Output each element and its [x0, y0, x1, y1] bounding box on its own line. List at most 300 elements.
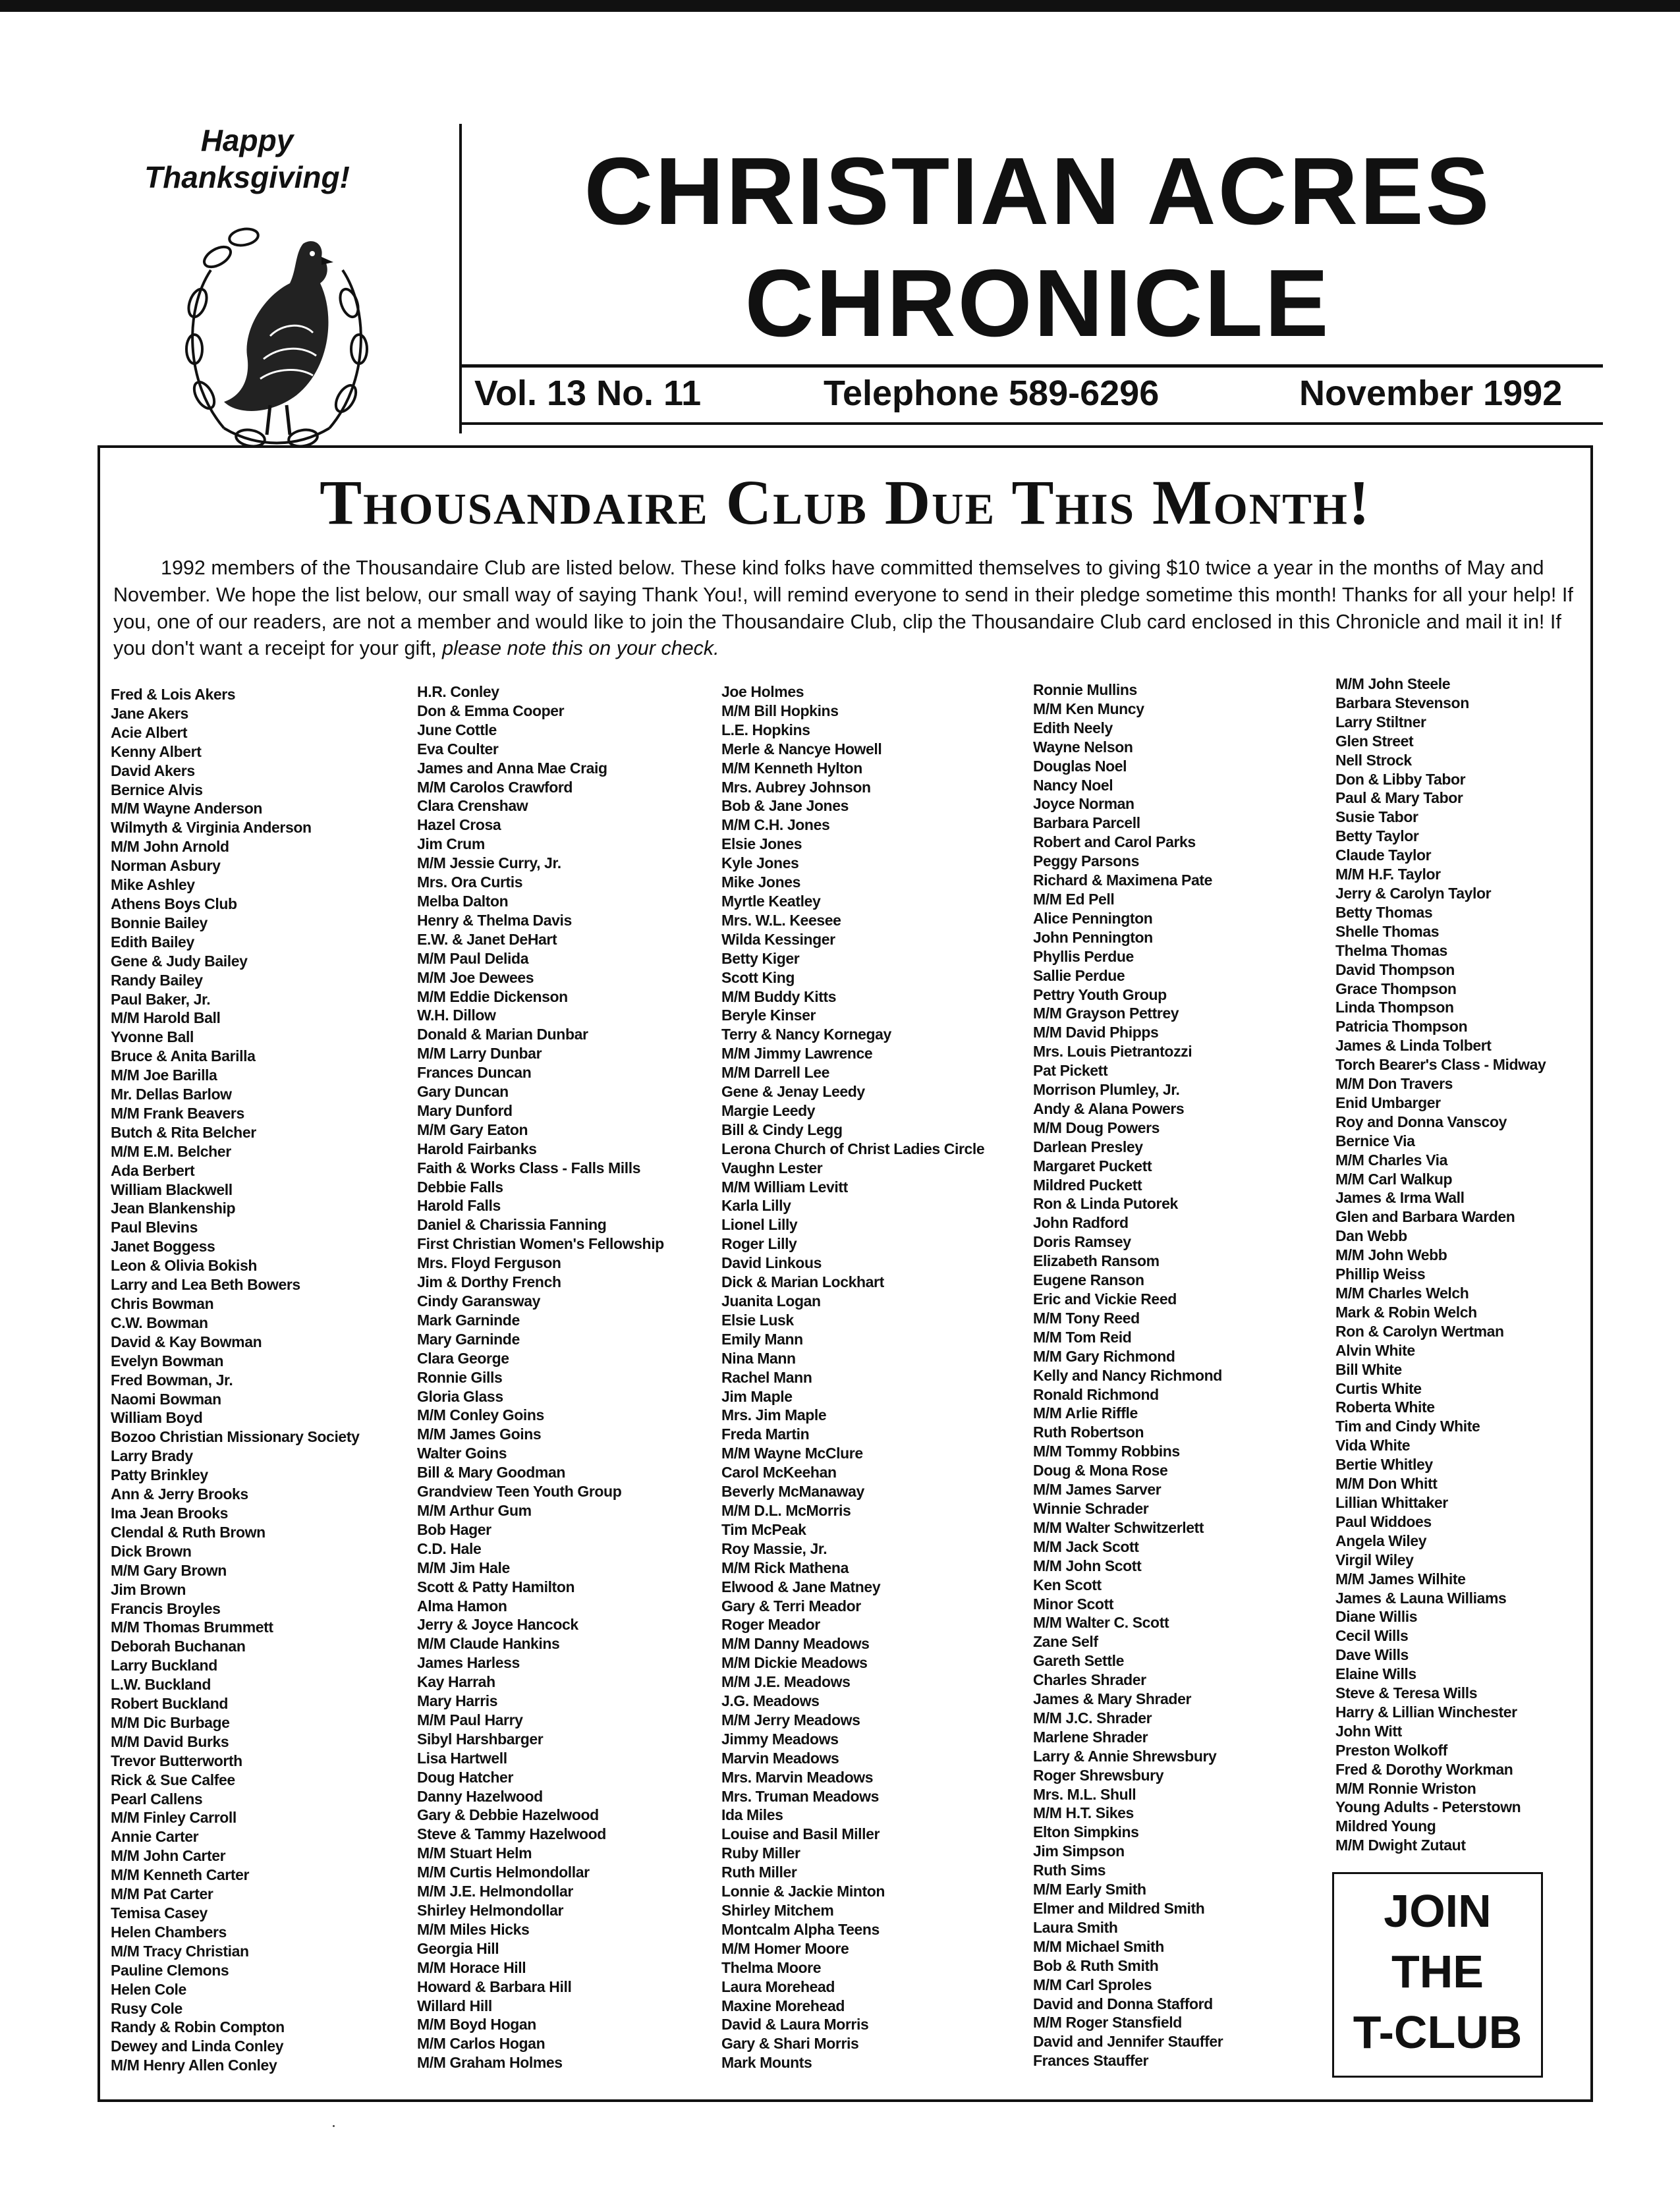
member-name: Roger Lilly: [721, 1235, 797, 1253]
member-name: Bob & Jane Jones: [721, 797, 849, 815]
member-name: Kelly and Nancy Richmond: [1033, 1366, 1222, 1384]
member-name: Grace Thompson: [1335, 980, 1457, 997]
member-name: Francis Broyles: [111, 1599, 221, 1617]
member-name: Marvin Meadows: [721, 1749, 839, 1767]
member-name: Mike Ashley: [111, 876, 195, 894]
member-name: Laura Smith: [1033, 1918, 1118, 1936]
member-name: Ruby Miller: [721, 1844, 800, 1862]
member-name: M/M Boyd Hogan: [417, 2016, 536, 2033]
header-divider-vertical: [459, 124, 462, 433]
member-name: David and Donna Stafford: [1033, 1995, 1213, 2012]
member-name: Shelle Thomas: [1335, 922, 1440, 940]
member-name: M/M Walter C. Scott: [1033, 1614, 1169, 1632]
member-name: Lillian Whittaker: [1335, 1493, 1448, 1511]
member-name: Torch Bearer's Class - Midway: [1335, 1056, 1546, 1074]
member-name: Roger Shrewsbury: [1033, 1766, 1164, 1784]
member-name: Cecil Wills: [1335, 1627, 1409, 1645]
issue-info-row: [474, 370, 1594, 416]
member-name: Jim Simpson: [1033, 1842, 1125, 1860]
member-name: Lerona Church of Christ Ladies Circle: [721, 1140, 985, 1157]
member-name: M/M Miles Hicks: [417, 1920, 530, 1938]
member-name: M/M Walter Schwitzerlett: [1033, 1518, 1204, 1536]
member-name: M/M James Wilhite: [1335, 1570, 1466, 1588]
member-name: Thelma Thomas: [1335, 941, 1447, 959]
member-name: Georgia Hill: [417, 1939, 499, 1957]
member-name: M/M Gary Richmond: [1033, 1347, 1175, 1365]
member-name: Deborah Buchanan: [111, 1638, 246, 1655]
member-name: M/M Kenneth Carter: [111, 1866, 250, 1884]
join-line-1: JOIN: [1384, 1885, 1492, 1937]
member-name: James and Anna Mae Craig: [417, 759, 607, 777]
member-name: M/M H.T. Sikes: [1033, 1804, 1134, 1822]
member-name: M/M John Webb: [1335, 1246, 1447, 1264]
member-name: Elwood & Jane Matney: [721, 1578, 881, 1595]
member-name: Ronnie Mullins: [1033, 681, 1137, 698]
member-name: Andy & Alana Powers: [1033, 1099, 1185, 1117]
member-name: Vida White: [1335, 1437, 1411, 1454]
issue-date: November 1992: [1299, 373, 1563, 413]
member-name: Wayne Nelson: [1033, 738, 1133, 756]
member-column-3: [721, 682, 984, 2072]
member-name: M/M Thomas Brummett: [111, 1618, 273, 1636]
member-name: M/M J.E. Meadows: [721, 1673, 851, 1691]
member-name: Douglas Noel: [1033, 757, 1127, 775]
member-name: Elsie Lusk: [721, 1311, 794, 1329]
member-name: Montcalm Alpha Teens: [721, 1920, 880, 1938]
member-name: Bill White: [1335, 1360, 1402, 1378]
member-name: Wilda Kessinger: [721, 930, 835, 948]
member-name: Young Adults - Peterstown: [1335, 1798, 1521, 1816]
member-name: Eugene Ranson: [1033, 1271, 1144, 1289]
member-name: Rick & Sue Calfee: [111, 1771, 235, 1788]
intro-note: please note this on your check.: [442, 637, 719, 660]
member-name: Doris Ramsey: [1033, 1233, 1131, 1251]
member-name: Merle & Nancye Howell: [721, 740, 882, 758]
member-name: Nina Mann: [721, 1349, 796, 1367]
member-name: Sallie Perdue: [1033, 966, 1125, 984]
member-name: H.R. Conley: [417, 683, 499, 700]
member-name: Bruce & Anita Barilla: [111, 1047, 256, 1065]
join-t-club-box: [1332, 1872, 1543, 2078]
member-name: Roberta White: [1335, 1398, 1435, 1416]
member-name: Bozoo Christian Missionary Society: [111, 1428, 360, 1446]
member-name: M/M Paul Harry: [417, 1711, 523, 1729]
member-name: Patricia Thompson: [1335, 1018, 1468, 1036]
member-name: Virgil Wiley: [1335, 1551, 1414, 1568]
member-name: Roy and Donna Vanscoy: [1335, 1113, 1507, 1130]
member-name: M/M Tracy Christian: [111, 1942, 249, 1960]
member-name: Edith Neely: [1033, 719, 1113, 736]
member-name: Ima Jean Brooks: [111, 1504, 229, 1522]
masthead-line-2: CHRONICLE: [744, 250, 1331, 356]
member-name: M/M Gary Brown: [111, 1561, 227, 1579]
member-name: Mrs. Truman Meadows: [721, 1787, 880, 1805]
member-name: M/M Carl Sproles: [1033, 1976, 1152, 1993]
member-name: Barbara Parcell: [1033, 814, 1140, 832]
member-name: Dick & Marian Lockhart: [721, 1273, 884, 1291]
member-name: M/M Michael Smith: [1033, 1937, 1164, 1955]
member-name: Paul & Mary Tabor: [1335, 789, 1463, 807]
member-name: Naomi Bowman: [111, 1390, 221, 1408]
member-name: M/M Joe Dewees: [417, 968, 534, 986]
member-name: Gene & Judy Bailey: [111, 952, 248, 970]
header-rule-bottom: [459, 422, 1603, 425]
member-name: M/M Jessie Curry, Jr.: [417, 854, 561, 872]
intro-text: 1992 members of the Thousandaire Club are listed below. These kind folks have committed themselves to giving $10 twice a year in the months of May and November. We hope the list below, our small way of saying Thank You!, will remind everyone to send in their pledge sometime this month! Thanks for all your help! If you, one of our readers, are not a member and would like to join the Thousandaire Club, clip the Thousandaire Club card enclosed in this Chronicle and mail it in! If you don't want a receipt for your gift,: [113, 557, 1573, 660]
member-name: Barbara Stevenson: [1335, 694, 1469, 711]
member-name: Kenny Albert: [111, 742, 202, 760]
member-name: June Cottle: [417, 721, 497, 738]
member-name: Faith & Works Class - Falls Mills: [417, 1159, 641, 1176]
member-name: David Linkous: [721, 1254, 822, 1272]
member-name: Walter Goins: [417, 1445, 507, 1462]
member-name: Doug Hatcher: [417, 1768, 513, 1786]
member-name: M/M Tommy Robbins: [1033, 1443, 1180, 1460]
member-name: Ruth Miller: [721, 1864, 797, 1881]
member-name: Frances Duncan: [417, 1064, 532, 1082]
member-name: Ann & Jerry Brooks: [111, 1485, 248, 1503]
member-name: Marlene Shrader: [1033, 1728, 1148, 1746]
member-name: Mary Harris: [417, 1692, 498, 1710]
member-name: Ronald Richmond: [1033, 1385, 1159, 1403]
member-name: Tim and Cindy White: [1335, 1418, 1480, 1435]
member-name: Bernice Alvis: [111, 781, 203, 798]
member-name: M/M Danny Meadows: [721, 1635, 870, 1653]
member-name: W.H. Dillow: [417, 1007, 496, 1024]
member-name: Larry Buckland: [111, 1657, 217, 1674]
member-name: M/M C.H. Jones: [721, 816, 830, 834]
member-name: Daniel & Charissia Fanning: [417, 1216, 607, 1234]
member-name: David Akers: [111, 761, 195, 779]
member-name: M/M D.L. McMorris: [721, 1501, 851, 1519]
member-name: Tim McPeak: [721, 1520, 806, 1538]
member-name: M/M Doug Powers: [1033, 1119, 1160, 1136]
member-name: Janet Boggess: [111, 1238, 215, 1256]
member-name: Trevor Butterworth: [111, 1752, 242, 1769]
member-name: Annie Carter: [111, 1828, 199, 1846]
member-name: Hazel Crosa: [417, 816, 501, 834]
member-name: Jim Brown: [111, 1580, 186, 1598]
member-name: Ron & Carolyn Wertman: [1335, 1322, 1504, 1340]
member-name: Scott & Patty Hamilton: [417, 1578, 575, 1595]
member-name: Scott King: [721, 968, 795, 986]
member-name: M/M Frank Beavers: [111, 1104, 244, 1122]
member-name: Harold Falls: [417, 1197, 501, 1215]
member-name: Ruth Sims: [1033, 1862, 1106, 1879]
member-name: M/M Jack Scott: [1033, 1537, 1139, 1555]
member-name: Thelma Moore: [721, 1958, 822, 1976]
member-name: William Blackwell: [111, 1180, 233, 1198]
volume-number: Vol. 13 No. 11: [474, 373, 702, 413]
member-name: Bertie Whitley: [1335, 1456, 1433, 1474]
telephone-number: Telephone 589-6296: [824, 373, 1160, 413]
member-name: M/M Conley Goins: [417, 1406, 544, 1424]
member-name: Jerry & Joyce Hancock: [417, 1616, 578, 1634]
member-column-1: [111, 685, 359, 2075]
member-name: Paul Widdoes: [1335, 1512, 1432, 1530]
member-name: Mrs. Aubrey Johnson: [721, 778, 871, 796]
member-name: Harold Fairbanks: [417, 1140, 537, 1157]
member-name: Ronnie Gills: [417, 1368, 503, 1386]
member-name: Bill & Mary Goodman: [417, 1464, 565, 1481]
member-name: James & Mary Shrader: [1033, 1690, 1192, 1708]
member-name: Betty Kiger: [721, 949, 800, 967]
member-name: M/M John Arnold: [111, 838, 229, 856]
member-name: M/M Ed Pell: [1033, 890, 1115, 908]
member-name: Lionel Lilly: [721, 1216, 798, 1234]
member-name: M/M John Carter: [111, 1847, 226, 1865]
member-name: Emily Mann: [721, 1330, 803, 1348]
member-name: Gary & Shari Morris: [721, 2035, 859, 2053]
member-name: Paul Baker, Jr.: [111, 990, 211, 1008]
member-name: James & Launa Williams: [1335, 1589, 1507, 1607]
member-name: Maxine Morehead: [721, 1997, 845, 2014]
member-name: Debbie Falls: [417, 1178, 503, 1196]
member-name: M/M Eddie Dickenson: [417, 987, 568, 1005]
join-line-3: T-CLUB: [1353, 2006, 1523, 2058]
join-line-2: THE: [1391, 1946, 1484, 1997]
member-name: M/M Curtis Helmondollar: [417, 1864, 590, 1881]
member-name: Pearl Callens: [111, 1790, 203, 1808]
member-name: Bob & Ruth Smith: [1033, 1956, 1159, 1974]
member-name: M/M Wayne Anderson: [111, 800, 263, 817]
member-name: Mrs. M.L. Shull: [1033, 1785, 1136, 1803]
member-name: Joe Holmes: [721, 683, 804, 700]
member-name: M/M Buddy Kitts: [721, 987, 837, 1005]
member-name: Nancy Noel: [1033, 776, 1113, 794]
member-name: Betty Taylor: [1335, 827, 1419, 845]
member-name: Clara George: [417, 1349, 509, 1367]
member-name: Gloria Glass: [417, 1387, 503, 1405]
member-column-2: [417, 682, 664, 2072]
member-name: Elton Simpkins: [1033, 1823, 1139, 1841]
member-name: Leon & Olivia Bokish: [111, 1257, 258, 1275]
member-name: M/M William Levitt: [721, 1178, 848, 1196]
member-name: Alma Hamon: [417, 1597, 507, 1615]
member-name: M/M James Sarver: [1033, 1481, 1162, 1499]
member-name: Carol McKeehan: [721, 1464, 837, 1481]
member-name: Freda Martin: [721, 1425, 810, 1443]
member-name: Patty Brinkley: [111, 1466, 208, 1484]
member-name: Eric and Vickie Reed: [1033, 1290, 1177, 1308]
header-rule-top: [461, 364, 1603, 368]
member-name: Don & Libby Tabor: [1335, 770, 1466, 788]
member-name: Jimmy Meadows: [721, 1730, 839, 1748]
member-name: Athens Boys Club: [111, 895, 237, 912]
member-name: M/M Wayne McClure: [721, 1445, 863, 1462]
member-name: Margie Leedy: [721, 1101, 816, 1119]
member-name: M/M Paul Delida: [417, 949, 529, 967]
member-name: M/M H.F. Taylor: [1335, 866, 1441, 883]
member-name: Frances Stauffer: [1033, 2052, 1149, 2070]
member-name: Pettry Youth Group: [1033, 985, 1167, 1003]
member-name: Sibyl Harshbarger: [417, 1730, 544, 1748]
member-name: Gareth Settle: [1033, 1652, 1124, 1670]
member-name: Lonnie & Jackie Minton: [721, 1883, 885, 1900]
member-name: James & Linda Tolbert: [1335, 1037, 1492, 1055]
member-name: Clendal & Ruth Brown: [111, 1523, 266, 1541]
member-name: Fred & Lois Akers: [111, 686, 236, 703]
member-name: M/M Larry Dunbar: [417, 1045, 542, 1063]
member-name: M/M Roger Stansfield: [1033, 2014, 1182, 2032]
member-name: M/M Joe Barilla: [111, 1066, 217, 1084]
article-intro: [113, 555, 1577, 662]
member-name: Angela Wiley: [1335, 1532, 1427, 1549]
member-name: Mr. Dellas Barlow: [111, 1086, 232, 1103]
member-name: M/M J.E. Helmondollar: [417, 1883, 573, 1900]
member-name: Howard & Barbara Hill: [417, 1978, 572, 1995]
member-name: Larry and Lea Beth Bowers: [111, 1276, 300, 1294]
member-name: James Harless: [417, 1654, 520, 1672]
member-name: M/M Darrell Lee: [721, 1064, 829, 1082]
member-name: Shirley Helmondollar: [417, 1902, 564, 1919]
member-name: John Radford: [1033, 1214, 1129, 1232]
member-name: M/M Don Whitt: [1335, 1475, 1438, 1493]
member-name: Jerry & Carolyn Taylor: [1335, 884, 1492, 902]
member-name: Robert and Carol Parks: [1033, 833, 1196, 851]
member-name: Betty Thomas: [1335, 903, 1433, 921]
top-border: [0, 0, 1680, 12]
member-column-5: [1335, 675, 1546, 1855]
member-name: M/M Graham Holmes: [417, 2054, 563, 2072]
member-name: M/M Jerry Meadows: [721, 1711, 860, 1729]
member-name: Curtis White: [1335, 1379, 1422, 1397]
member-name: Don & Emma Cooper: [417, 702, 565, 719]
member-name: Morrison Plumley, Jr.: [1033, 1081, 1180, 1099]
member-name: Jane Akers: [111, 704, 188, 722]
member-name: Donald & Marian Dunbar: [417, 1026, 588, 1043]
member-name: Glen Street: [1335, 732, 1414, 750]
member-name: Eva Coulter: [417, 740, 499, 758]
member-name: Alvin White: [1335, 1341, 1415, 1359]
member-name: Henry & Thelma Davis: [417, 911, 572, 929]
member-name: Fred Bowman, Jr.: [111, 1371, 233, 1389]
member-name: M/M Carl Walkup: [1335, 1170, 1453, 1188]
member-name: M/M E.M. Belcher: [111, 1142, 231, 1160]
member-name: David & Kay Bowman: [111, 1333, 262, 1350]
member-name: Helen Chambers: [111, 1923, 227, 1941]
member-name: Kay Harrah: [417, 1673, 495, 1691]
article-headline: Thousandaire Club Due This Month!: [320, 467, 1371, 538]
member-name: Jean Blankenship: [111, 1200, 236, 1217]
member-name: Juanita Logan: [721, 1292, 821, 1310]
member-name: M/M Homer Moore: [721, 1939, 849, 1957]
member-name: M/M Charles Via: [1335, 1151, 1447, 1169]
member-name: Wilmyth & Virginia Anderson: [111, 819, 312, 837]
member-name: M/M Jim Hale: [417, 1559, 510, 1576]
member-name: M/M Rick Mathena: [721, 1559, 849, 1576]
member-name: Gary & Debbie Hazelwood: [417, 1806, 599, 1824]
member-name: Lisa Hartwell: [417, 1749, 507, 1767]
member-name: M/M Horace Hill: [417, 1958, 526, 1976]
member-name: Alice Pennington: [1033, 909, 1153, 927]
member-name: Elizabeth Ransom: [1033, 1252, 1160, 1270]
member-name: M/M John Steele: [1335, 675, 1451, 692]
member-name: Mary Dunford: [417, 1101, 513, 1119]
member-name: M/M Early Smith: [1033, 1881, 1146, 1898]
member-name: Ida Miles: [721, 1806, 783, 1824]
member-name: Fred & Dorothy Workman: [1335, 1760, 1513, 1778]
member-name: Gary Duncan: [417, 1083, 509, 1101]
member-name: Pat Pickett: [1033, 1062, 1108, 1080]
member-name: Willard Hill: [417, 1997, 492, 2014]
member-name: Beryle Kinser: [721, 1007, 816, 1024]
member-name: M/M Ronnie Wriston: [1335, 1779, 1476, 1797]
member-name: Gene & Jenay Leedy: [721, 1083, 865, 1101]
member-name: Bill & Cindy Legg: [721, 1120, 843, 1138]
member-name: M/M James Goins: [417, 1425, 542, 1443]
masthead-title: [474, 135, 1601, 359]
masthead-line-1: CHRISTIAN ACRES: [584, 138, 1492, 244]
greeting-line-2: Thanksgiving!: [144, 160, 350, 194]
member-name: Dave Wills: [1335, 1646, 1409, 1664]
member-name: Myrtle Keatley: [721, 892, 821, 910]
member-name: M/M Don Travers: [1335, 1075, 1453, 1093]
member-name: Vaughn Lester: [721, 1159, 823, 1176]
member-name: Larry & Annie Shrewsbury: [1033, 1747, 1217, 1765]
member-name: C.D. Hale: [417, 1539, 482, 1557]
member-name: M/M David Burks: [111, 1732, 229, 1750]
member-name: William Boyd: [111, 1409, 203, 1427]
member-name: Mark & Robin Welch: [1335, 1303, 1477, 1321]
member-name: M/M Pat Carter: [111, 1885, 213, 1903]
member-name: M/M Arthur Gum: [417, 1501, 532, 1519]
member-name: Cindy Garansway: [417, 1292, 541, 1310]
member-name: Winnie Schrader: [1033, 1499, 1149, 1517]
member-name: M/M Ken Muncy: [1033, 700, 1144, 717]
member-name: Rachel Mann: [721, 1368, 812, 1386]
member-name: Jim Crum: [417, 835, 485, 853]
member-name: Mark Garninde: [417, 1311, 520, 1329]
member-name: Bob Hager: [417, 1520, 491, 1538]
member-name: Mary Garninde: [417, 1330, 520, 1348]
member-name: Ken Scott: [1033, 1576, 1102, 1593]
member-name: Elaine Wills: [1335, 1665, 1416, 1683]
member-name: Dick Brown: [111, 1542, 192, 1560]
greeting-line-1: Happy: [200, 123, 294, 157]
member-name: Susie Tabor: [1335, 808, 1418, 826]
member-name: M/M Henry Allen Conley: [111, 2057, 277, 2074]
member-name: James & Irma Wall: [1335, 1189, 1465, 1207]
member-name: Dan Webb: [1335, 1227, 1407, 1245]
member-name: David & Laura Morris: [721, 2016, 869, 2033]
member-name: Steve & Teresa Wills: [1335, 1684, 1478, 1702]
member-name: M/M Jimmy Lawrence: [721, 1045, 873, 1063]
member-name: Randy Bailey: [111, 971, 203, 989]
member-name: Yvonne Ball: [111, 1028, 194, 1046]
member-name: Randy & Robin Compton: [111, 2018, 285, 2036]
member-name: Laura Morehead: [721, 1978, 835, 1995]
member-name: Charles Shrader: [1033, 1671, 1146, 1689]
member-name: Linda Thompson: [1335, 999, 1454, 1016]
member-name: Chris Bowman: [111, 1295, 214, 1312]
member-name: Nell Strock: [1335, 751, 1412, 769]
member-name: M/M Claude Hankins: [417, 1635, 560, 1653]
member-name: M/M Kenneth Hylton: [721, 759, 862, 777]
member-name: David Thompson: [1335, 960, 1455, 978]
member-name: C.W. Bowman: [111, 1314, 208, 1331]
member-name: Harry & Lillian Winchester: [1335, 1703, 1517, 1721]
member-name: Mrs. Ora Curtis: [417, 873, 523, 891]
member-name: Norman Asbury: [111, 857, 221, 875]
member-name: Darlean Presley: [1033, 1138, 1143, 1155]
member-name: Zane Self: [1033, 1633, 1098, 1651]
member-name: M/M David Phipps: [1033, 1024, 1159, 1041]
member-name: Mrs. Floyd Ferguson: [417, 1254, 561, 1272]
member-name: Phillip Weiss: [1335, 1265, 1426, 1283]
member-name: M/M Harold Ball: [111, 1009, 221, 1027]
member-name: Karla Lilly: [721, 1197, 791, 1215]
